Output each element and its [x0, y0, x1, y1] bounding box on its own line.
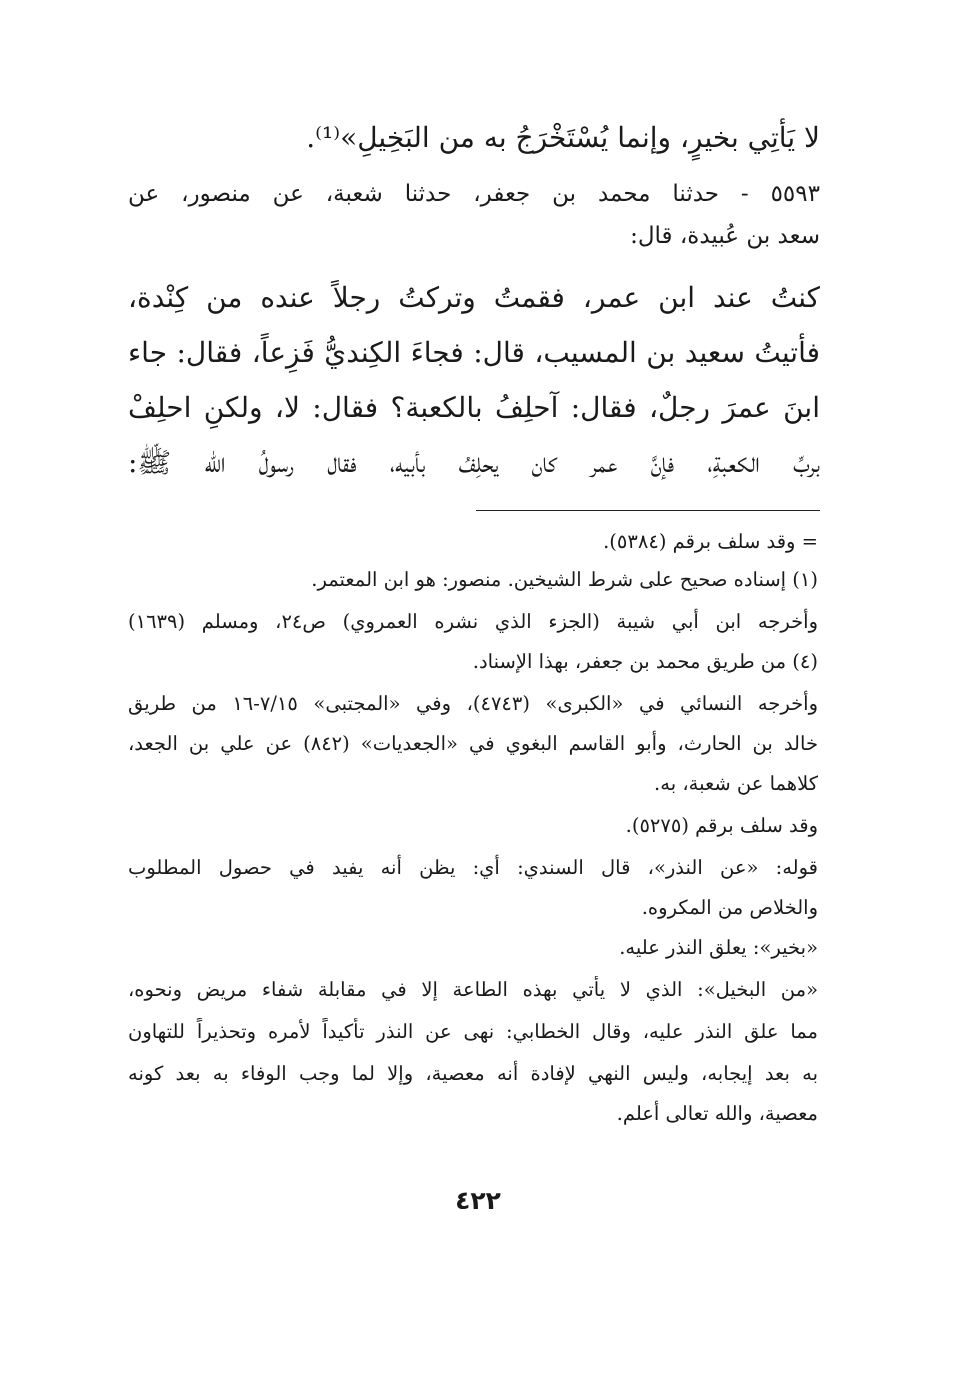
hadith-text-line-3: ابنَ عمرَ رجلٌ، فقال: آحلِفُ بالكعبة؟ فقال: لا، ولكنِ احلِفْ: [128, 391, 820, 424]
footnote-line-15: معصية، والله تعالى أعلم.: [616, 1102, 818, 1125]
footnote-line-13: مما علق النذر عليه، وقال الخطابي: نهى عن النذر تأكيداً لأمره وتحذيراً للتهاون: [128, 1020, 818, 1043]
footnote-line-2: (١) إسناده صحيح على شرط الشيخين. منصور: هو ابن المعتمر.: [311, 568, 818, 591]
footnote-separator: [476, 510, 820, 511]
footnote-line-10: والخلاص من المكروه.: [641, 896, 818, 919]
hadith-text-line-2: فأتيتُ سعيد بن المسيب، قال: فجاءَ الكِنديُّ فَزِعاً، فقال: جاء: [128, 336, 820, 369]
footnote-line-1: = وقد سلف برقم (٥٣٨٤).: [603, 530, 818, 553]
hadith-continuation-line: لا يَأْتِي بخيرٍ، وإنما يُسْتَخْرَجُ به من البَخِيلِ»⁽¹⁾.: [306, 121, 820, 154]
footnote-line-7: كلاهما عن شعبة، به.: [654, 772, 818, 795]
isnad-line-1: ٥٥٩٣ - حدثنا محمد بن جعفر، حدثنا شعبة، عن منصور، عن: [128, 181, 820, 207]
isnad-line-2: سعد بن عُبيدة، قال:: [630, 223, 820, 249]
footnote-line-12: «من البخيل»: الذي لا يأتي بهذه الطاعة إلا في مقابلة شفاء مريض ونحوه،: [128, 978, 818, 1001]
page-number: ٤٢٢: [455, 1186, 501, 1215]
footnote-line-14: به بعد إيجابه، وليس النهي لإفادة أنه معصية، وإلا لما وجب الوفاء به بعد كونه: [128, 1062, 818, 1085]
footnote-line-11: «بخير»: يعلق النذر عليه.: [619, 936, 818, 959]
hadith-text-line-1: كنتُ عند ابن عمر، فقمتُ وتركتُ رجلاً عنده من كِنْدة،: [128, 281, 820, 314]
footnote-line-8: وقد سلف برقم (٥٢٧٥).: [625, 814, 818, 837]
footnote-line-5: وأخرجه النسائي في «الكبرى» (٤٧٤٣)، وفي «المجتبى» ٧/١٥-١٦ من طريق: [128, 692, 818, 715]
footnote-line-3: وأخرجه ابن أبي شيبة (الجزء الذي نشره العمروي) ص٢٤، ومسلم (١٦٣٩): [128, 610, 818, 633]
footnote-line-6: خالد بن الحارث، وأبو القاسم البغوي في «الجعديات» (٨٤٢) عن علي بن الجعد،: [128, 732, 818, 755]
hadith-text-line-4: بربِّ الكعبةِ، فإنَّ عمر كان يحلِفُ بأبيه، فقال رسولُ الله ﷺ:: [128, 446, 820, 479]
footnote-line-4: (٤) من طريق محمد بن جعفر، بهذا الإسناد.: [472, 650, 818, 673]
footnote-line-9: قوله: «عن النذر»، قال السندي: أي: يظن أنه يفيد في حصول المطلوب: [128, 856, 818, 879]
